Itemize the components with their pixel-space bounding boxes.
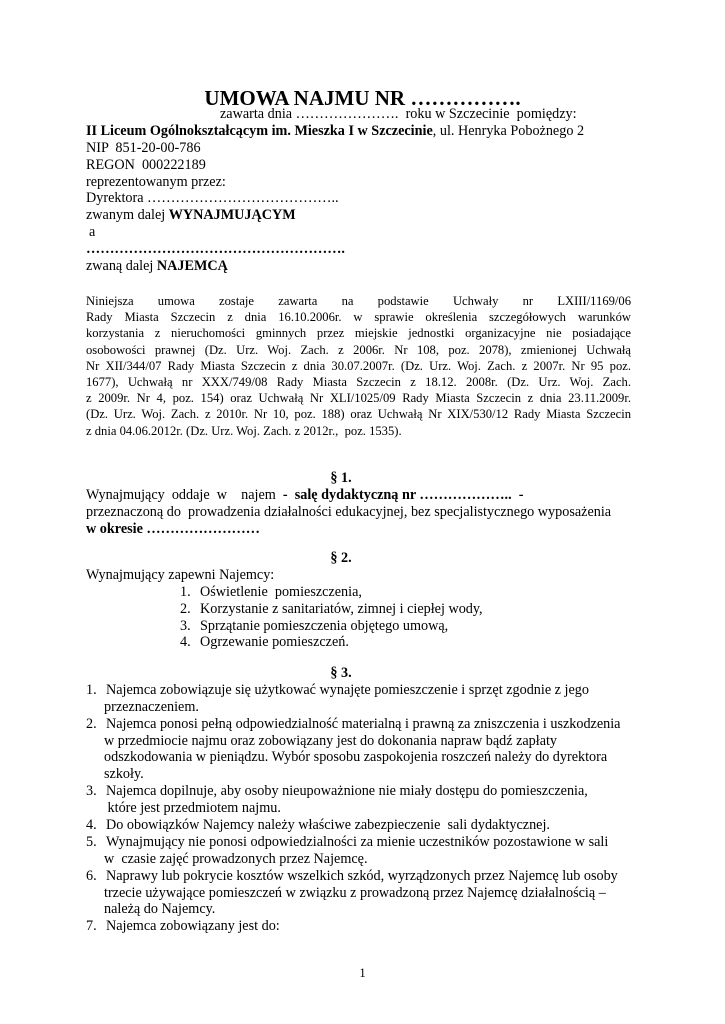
section-1: [86, 470, 646, 538]
legal-basis-paragraph: [86, 293, 631, 439]
intro-line: 1677), Uchwałą nr XXX/749/08 Rady Miasta Szczecin z 18.12. 2008r. (Dz. Urz. Woj. Zach.: [86, 374, 631, 389]
section-3-line: 7. Najemca zobowiązany jest do:: [86, 918, 280, 935]
called-prefix: zwanym dalej: [86, 207, 169, 224]
list-item: [86, 618, 646, 635]
section-3-line: w przedmiocie najmu oraz zobowiązany jest do dokonania napraw bądź zapłaty: [104, 732, 558, 749]
list-number: 1.: [86, 681, 97, 698]
section-1-line: [86, 521, 646, 538]
school-address: , ul. Henryka Pobożnego 2: [432, 122, 585, 139]
list-number: 3.: [180, 617, 191, 634]
section-2-intro: Wynajmujący zapewni Najemcy:: [86, 566, 275, 583]
section-2: [86, 550, 646, 651]
list-item: [86, 601, 646, 618]
section-3-line: które jest przedmiotem najmu.: [104, 800, 281, 817]
list-number: 5.: [86, 833, 97, 850]
called2-prefix: zwaną dalej: [86, 258, 157, 275]
list-text: Korzystanie z sanitariatów, zimnej i ciepłej wody,: [200, 600, 483, 617]
section-3-line: przeznaczeniem.: [104, 698, 199, 715]
list-item: [86, 584, 646, 601]
tenant-called-line: [86, 258, 646, 275]
intro-line: Rady Miasta Szczecin z dnia 16.10.2006r. w sprawie określenia szczegółowych warunków: [86, 310, 631, 325]
section-3-line: 6. Naprawy lub pokrycie kosztów wszelkich szkód, wyrządzonych przez Najemcę lub osoby: [86, 867, 618, 884]
tenant-dots: ……………………………………………….: [86, 241, 345, 258]
landlord-name-line: [86, 123, 646, 140]
landlord-label: WYNAJMUJĄCYM: [168, 207, 296, 224]
section-3: [86, 665, 646, 935]
and-line: a: [89, 224, 96, 241]
section-3-line: odszkodowania w pieniądzu. Wybór sposobu zaspokojenia roszczeń należy do dyrektora: [104, 749, 608, 766]
section-3-line: 4. Do obowiązków Najemcy należy właściwe zabezpieczenie sali dydaktycznej.: [86, 817, 550, 834]
list-text: Oświetlenie pomieszczenia,: [200, 583, 362, 600]
section-3-line: trzecie używające pomieszczeń w związku z prowadzoną przez Najemcę działalnością –: [104, 884, 606, 901]
section-1-heading: § 1.: [330, 470, 352, 486]
list-number: 2.: [180, 600, 191, 617]
list-text: Ogrzewanie pomieszczeń.: [200, 634, 349, 651]
intro-line: Nr XII/344/07 Rady Miasta Szczecin z dnia 30.07.2007r. (Dz. Urz. Woj. Zach. z 2007r. Nr 95 poz.: [86, 358, 631, 373]
section-3-line: 2. Najemca ponosi pełną odpowiedzialność materialną i prawną za zniszczenia i uszkodzenia: [86, 715, 621, 732]
section-3-line: 5. Wynajmujący nie ponosi odpowiedzialności za mienie uczestników pozostawione w sali: [86, 833, 609, 850]
landlord-called-line: [86, 207, 646, 224]
regon-line: REGON 000222189: [86, 156, 206, 173]
date-line: zawarta dnia …………………. roku w Szczecinie pomiędzy:: [220, 106, 577, 122]
school-name: II Liceum Ogólnokształcącym im. Mieszka I w Szczecinie: [86, 122, 433, 139]
list-item: [86, 634, 646, 651]
section-3-line: szkoły.: [104, 766, 144, 783]
list-text: Sprzątanie pomieszczenia objętego umową,: [200, 617, 449, 634]
tenant-label: NAJEMCĄ: [156, 258, 228, 275]
section-1-period: w okresie ……………………: [86, 520, 260, 537]
represented-line: reprezentowanym przez:: [86, 173, 226, 190]
section-1-line: [86, 487, 646, 504]
list-number: 1.: [180, 583, 191, 600]
intro-last-line: z dnia 04.06.2012r. (Dz. Urz. Woj. Zach. z 2012r., poz. 1535).: [86, 423, 402, 438]
intro-line: z 2009r. Nr 4, poz. 154) oraz Uchwałą Nr XLI/1025/09 Rady Miasta Szczecin z dnia 23.11.2009r.: [86, 391, 631, 406]
tenant-dots-line: [86, 241, 646, 258]
list-number: 6.: [86, 867, 97, 884]
section-1-line1-text: Wynajmujący oddaje w najem: [86, 486, 283, 503]
intro-line: korzystania z nieruchomości gminnych przez miejskie jednostki organizacyjne nie posiadające: [86, 326, 631, 341]
section-3-line: 3. Najemca dopilnuje, aby osoby nieupoważnione nie miały dostępu do pomieszczenia,: [86, 783, 588, 800]
section-3-line: w czasie zajęć prowadzonych przez Najemcę.: [104, 850, 368, 867]
page-number: 1: [359, 966, 366, 980]
list-number: 4.: [180, 634, 191, 651]
list-number: 2.: [86, 715, 97, 732]
intro-line: (Dz. Urz. Woj. Zach. z 2010r. Nr 10, poz. 188) oraz Uchwałą Nr XIX/530/12 Rady Miasta Szczecin: [86, 407, 631, 422]
contract-parties: [86, 106, 646, 275]
section-3-line: należą do Najemcy.: [104, 901, 216, 918]
director-line: Dyrektora …………………………………..: [86, 190, 339, 207]
list-number: 7.: [86, 918, 97, 935]
intro-line: Niniejsza umowa zostaje zawarta na podstawie Uchwały nr LXIII/1169/06: [86, 294, 631, 308]
section-1-room-number: - salę dydaktyczną nr ……………….. -: [282, 486, 524, 503]
section-3-heading: § 3.: [330, 665, 352, 681]
section-2-heading: § 2.: [330, 550, 352, 566]
section-1-line: przeznaczoną do prowadzenia działalności edukacyjnej, bez specjalistycznego wyposażenia: [86, 503, 612, 520]
list-number: 4.: [86, 817, 97, 834]
intro-line: osobowości prawnej (Dz. Urz. Woj. Zach. z 2006r. Nr 108, poz. 2078), zmienionej Uchwałą: [86, 342, 631, 357]
nip-line: NIP 851-20-00-786: [86, 139, 201, 156]
document-title: UMOWA NAJMU NR …………….: [204, 86, 521, 110]
section-3-line: 1. Najemca zobowiązuje się użytkować wynajęte pomieszczenie i sprzęt zgodnie z jego: [86, 681, 589, 698]
list-number: 3.: [86, 783, 97, 800]
